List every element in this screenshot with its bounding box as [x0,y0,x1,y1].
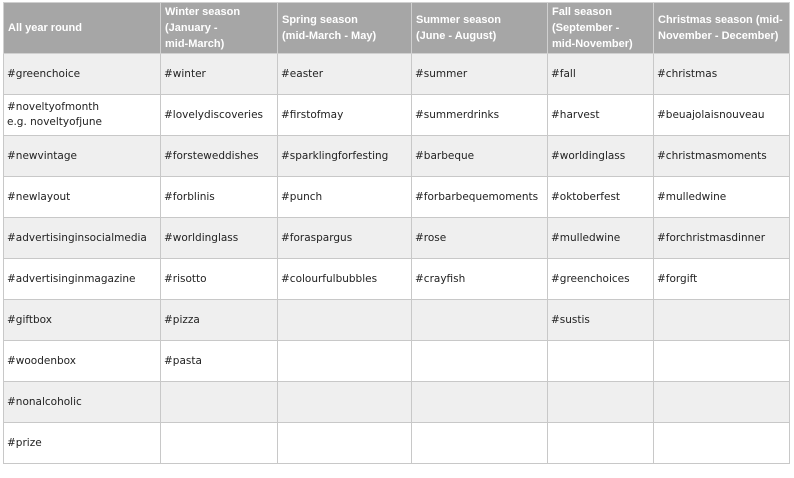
table-cell [278,300,412,341]
table-cell: #rose [412,218,548,259]
table-cell [548,382,654,423]
header-line: Fall season [552,6,612,18]
table-cell: #mulledwine [654,177,790,218]
table-cell: #beuajolaisnouveau [654,95,790,136]
table-row [4,423,790,464]
table-cell: #worldinglass [161,218,278,259]
table-cell: #advertisinginsocialmedia [4,218,161,259]
table-row [4,259,790,300]
header-spring-season [278,3,412,54]
table-cell: #colourfulbubbles [278,259,412,300]
table-row [4,300,790,341]
table-cell: #mulledwine [548,218,654,259]
header-line: mid-March) [165,38,225,50]
table-cell: #crayfish [412,259,548,300]
header-line: Winter season [165,6,241,18]
table-cell [278,382,412,423]
table-cell: #lovelydiscoveries [161,95,278,136]
table-cell: #foraspargus [278,218,412,259]
table-cell [278,423,412,464]
header-line: (September - [552,22,620,34]
table-cell: #greenchoices [548,259,654,300]
header-all-year-round [4,3,161,54]
table-cell: #forgift [654,259,790,300]
table-cell: #punch [278,177,412,218]
table-cell: #advertisinginmagazine [4,259,161,300]
table-cell [412,300,548,341]
table-cell: #barbeque [412,136,548,177]
header-line: mid-November) [552,38,633,50]
table-row [4,341,790,382]
header-line: (mid-March - May) [282,30,377,42]
table-row [4,95,790,136]
table-row [4,382,790,423]
table-cell [654,423,790,464]
table-cell [412,382,548,423]
table-cell: #nonalcoholic [4,382,161,423]
table-cell: #newlayout [4,177,161,218]
table-cell: #sparklingforfesting [278,136,412,177]
table-row [4,177,790,218]
table-cell: #pasta [161,341,278,382]
table-cell: #harvest [548,95,654,136]
header-line: November - December) [658,30,779,42]
table-cell: #christmasmoments [654,136,790,177]
table-cell [548,341,654,382]
seasonal-hashtag-table [3,2,790,464]
table-cell [654,300,790,341]
table-cell: #prize [4,423,161,464]
header-line: (January - [165,22,218,34]
header-line: (June - August) [416,30,497,42]
table-cell: #giftbox [4,300,161,341]
table-cell: #greenchoice [4,54,161,95]
table-cell [412,341,548,382]
table-cell: #firstofmay [278,95,412,136]
table-cell: #sustis [548,300,654,341]
header-line: Summer season [416,14,501,26]
table-cell: #oktoberfest [548,177,654,218]
table-cell: #easter [278,54,412,95]
table-cell [161,423,278,464]
table-cell: #woodenbox [4,341,161,382]
table-cell: #summer [412,54,548,95]
table-cell: #fall [548,54,654,95]
header-christmas-season [654,3,790,54]
header-winter-season [161,3,278,54]
table-cell: #christmas [654,54,790,95]
table-row [4,218,790,259]
table-cell [654,382,790,423]
header-summer-season [412,3,548,54]
table-row [4,54,790,95]
header-row [4,3,790,54]
table-cell: #worldinglass [548,136,654,177]
table-row [4,136,790,177]
header-line: Christmas season (mid- [658,14,783,26]
table-cell: #forbarbequemoments [412,177,548,218]
table-cell: #forsteweddishes [161,136,278,177]
table-cell [548,423,654,464]
table-cell: #noveltyofmonth e.g. noveltyofjune [4,95,161,136]
header-fall-season [548,3,654,54]
table-cell: #winter [161,54,278,95]
table-cell [161,382,278,423]
table-cell: #forblinis [161,177,278,218]
table-cell: #newvintage [4,136,161,177]
header-line: Spring season [282,14,358,26]
table-cell: #pizza [161,300,278,341]
table-cell [412,423,548,464]
table-cell: #summerdrinks [412,95,548,136]
table-cell [278,341,412,382]
table-cell: #risotto [161,259,278,300]
table-cell: #forchristmasdinner [654,218,790,259]
table-cell [654,341,790,382]
header-line: All year round [8,22,82,34]
